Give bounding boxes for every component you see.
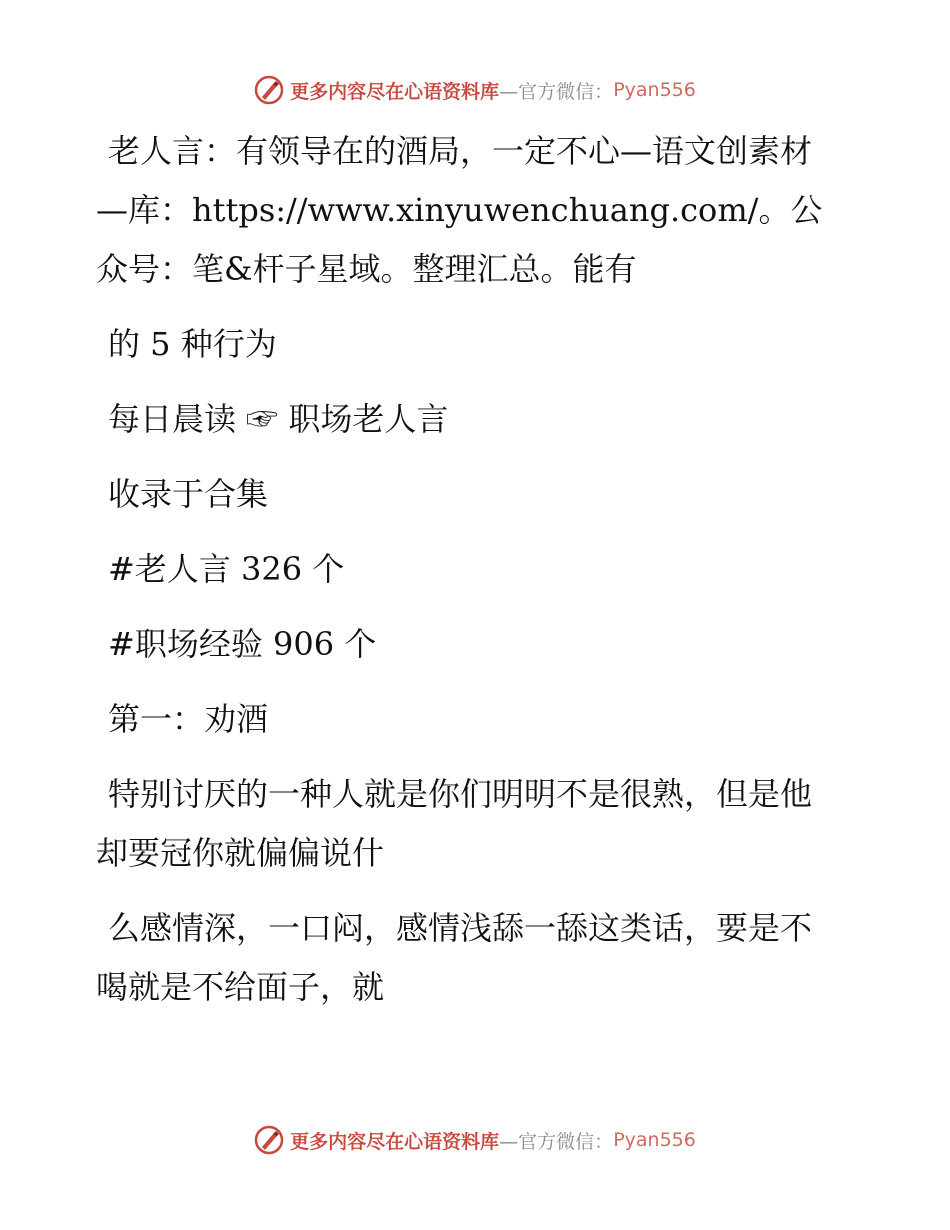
paragraph-3: 每日晨读 ☞ 职场老人言	[108, 400, 449, 438]
paragraph-8: 特别讨厌的一种人就是你们明明不是很熟，但是他却要冠你就偏偏说什	[96, 775, 813, 872]
header-watermark-banner	[0, 70, 950, 110]
paragraph-1: 老人言：有领导在的酒局，一定不心—语文创素材—库：https://www.xinyuwenchuang.com/。公众号：笔&杆子星域。整理汇总。能有	[96, 132, 823, 288]
paragraph-9: 么感情深，一口闷，感情浅舔一舔这类话，要是不喝就是不给面子，就	[96, 909, 813, 1006]
document-body	[96, 122, 836, 1033]
banner-main-text: 更多内容尽在心语资料库	[290, 1130, 500, 1153]
footer-watermark-banner	[0, 1120, 950, 1160]
paragraph-4: 收录于合集	[108, 475, 269, 513]
banner-account-text: Pyan556	[613, 1129, 696, 1151]
paragraph-7: 第一：劝酒	[108, 700, 269, 738]
banner-account-text: Pyan556	[613, 79, 696, 101]
paragraph-2: 的 5 种行为	[108, 325, 277, 363]
pen-logo-icon	[254, 75, 284, 105]
banner-sub-text: —官方微信：	[499, 80, 614, 103]
paragraph-5: #老人言 326 个	[108, 550, 345, 588]
banner-sub-text: —官方微信：	[499, 1130, 614, 1153]
banner-main-text: 更多内容尽在心语资料库	[290, 80, 500, 103]
paragraph-6: #职场经验 906 个	[108, 625, 377, 663]
pen-logo-icon	[254, 1125, 284, 1155]
